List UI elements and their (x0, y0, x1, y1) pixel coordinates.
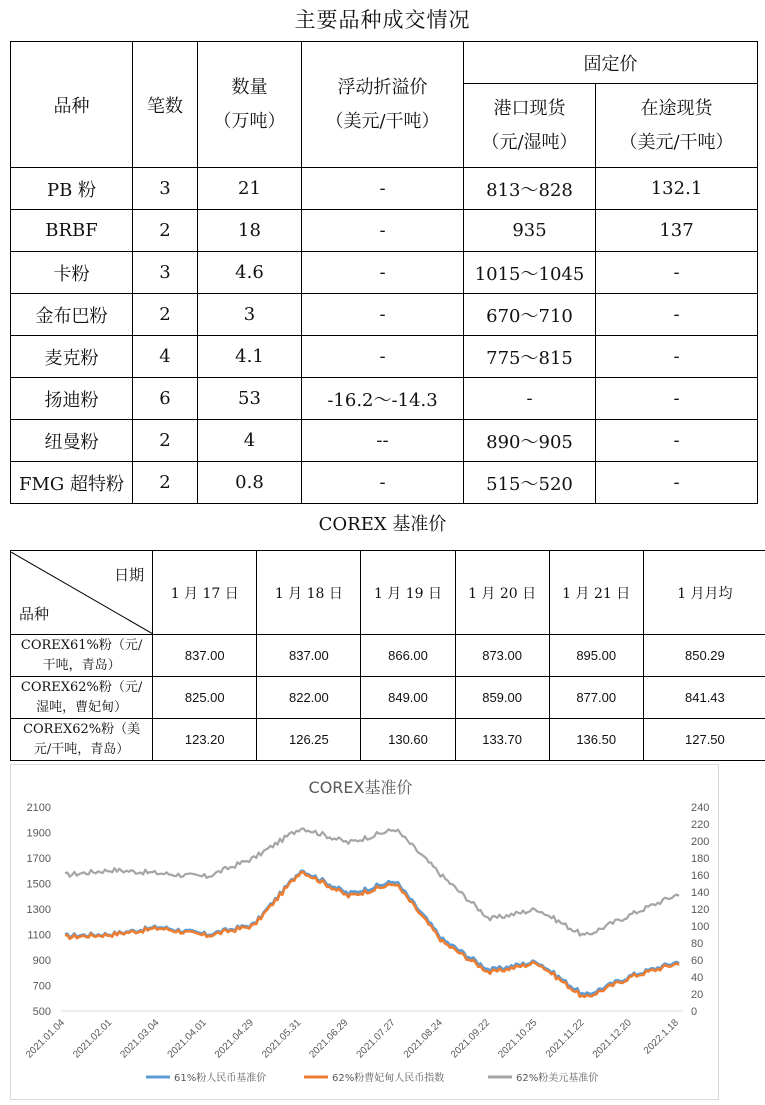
row-label: COREX62%粉（美 元/干吨，青岛） (11, 719, 153, 761)
y-left-tick-label: 2100 (26, 802, 51, 814)
table-row: 金布巴粉 2 3 - 670～710 - (11, 294, 758, 336)
y-left-tick-label: 1300 (26, 904, 51, 916)
y-right-tick-label: 180 (691, 853, 710, 865)
legend-label: 62%粉曹妃甸人民币指数 (332, 1073, 445, 1084)
header-variety: 品种 (11, 42, 133, 168)
x-tick-label: 2021.11.22 (544, 1017, 587, 1060)
chart-svg (11, 765, 718, 1099)
y-left-tick-label: 900 (32, 955, 51, 967)
date-header: 1 月月均 (643, 551, 765, 635)
y-right-tick-label: 200 (691, 836, 710, 848)
x-tick-label: 2021.03.04 (118, 1017, 162, 1061)
date-header: 1 月 20 日 (455, 551, 549, 635)
date-header: 1 月 19 日 (361, 551, 455, 635)
corex-chart (10, 764, 719, 1100)
series-line-2 (65, 872, 679, 997)
y-right-tick-label: 140 (691, 887, 710, 899)
y-left-tick-label: 500 (32, 1006, 51, 1018)
x-tick-label: 2021.01.04 (23, 1017, 68, 1061)
row-label: COREX61%粉（元/ 干吨，青岛） (11, 635, 153, 677)
y-left-tick-label: 700 (32, 980, 51, 993)
row-label: COREX62%粉（元/ 湿吨，曹妃甸） (11, 677, 153, 719)
y-right-tick-label: 160 (691, 870, 710, 882)
header-port-spot: 港口现货 （元/湿吨） (464, 84, 596, 168)
corner-variety-label: 品种 (19, 604, 50, 623)
table-row: 扬迪粉 6 53 -16.2～-14.3 - - (11, 378, 758, 420)
y-right-tick-label: 60 (691, 955, 704, 967)
x-tick-label: 2021.02.01 (71, 1017, 115, 1061)
table-row: 卡粉 3 4.6 - 1015～1045 - (11, 252, 758, 294)
header-quantity: 数量 （万吨） (198, 42, 302, 168)
header-count: 笔数 (133, 42, 198, 168)
y-right-tick-label: 80 (691, 938, 704, 950)
y-right-tick-label: 20 (691, 989, 704, 1001)
corner-date-label: 日期 (114, 565, 145, 584)
date-header: 1 月 17 日 (153, 551, 257, 635)
main-title: 主要品种成交情况 (294, 8, 471, 32)
y-right-tick-label: 120 (691, 904, 710, 916)
header-fixed-price: 固定价 (464, 42, 758, 84)
series-line-3 (65, 829, 679, 936)
x-tick-label: 2022.1.18 (641, 1017, 682, 1057)
y-right-tick-label: 100 (691, 921, 710, 933)
header-float-premium: 浮动折溢价 （美元/干吨） (302, 42, 464, 168)
x-tick-label: 2021.09.22 (449, 1017, 493, 1061)
legend-label: 61%粉人民币基准价 (174, 1073, 267, 1084)
table-row: 麦克粉 4 4.1 - 775～815 - (11, 336, 758, 378)
table-row: PB 粉 3 21 - 813～828 132.1 (11, 168, 758, 210)
x-tick-label: 2021.07.27 (354, 1017, 398, 1061)
x-tick-label: 2021.04.29 (212, 1017, 257, 1061)
y-left-tick-label: 1900 (26, 827, 51, 840)
date-header: 1 月 18 日 (257, 551, 361, 635)
corex-table-title: COREX 基准价 (318, 514, 447, 535)
y-left-tick-label: 1700 (26, 853, 51, 865)
x-tick-label: 2021.08.24 (401, 1017, 445, 1061)
y-left-tick-label: 1500 (26, 878, 51, 891)
legend-label: 62%粉美元基准价 (516, 1073, 599, 1084)
y-right-tick-label: 40 (691, 972, 704, 984)
y-right-tick-label: 220 (691, 819, 710, 831)
x-tick-label: 2021.04.01 (165, 1017, 209, 1061)
header-in-transit: 在途现货 （美元/干吨） (596, 84, 758, 168)
x-tick-label: 2021.06.29 (307, 1017, 351, 1061)
table-row: COREX62%粉（美 元/干吨，青岛） 123.20 126.25 130.60 133.70 136.50 127.50 (11, 719, 765, 761)
table-row: COREX61%粉（元/ 干吨，青岛） 837.00 837.00 866.00 873.00 895.00 850.29 (11, 635, 765, 677)
trade-summary-table (10, 41, 758, 504)
chart-title: COREX基准价 (308, 778, 413, 797)
x-tick-label: 2021.10.25 (496, 1017, 540, 1061)
x-tick-label: 2021.12.20 (590, 1017, 634, 1061)
corex-price-table (10, 550, 765, 761)
y-right-tick-label: 0 (691, 1006, 698, 1018)
diagonal-header (11, 551, 153, 635)
table-row: 纽曼粉 2 4 -- 890～905 - (11, 420, 758, 462)
y-right-tick-label: 240 (691, 802, 710, 814)
y-left-tick-label: 1100 (27, 929, 51, 942)
table-row: FMG 超特粉 2 0.8 - 515～520 - (11, 462, 758, 504)
x-tick-label: 2021.05.31 (260, 1017, 304, 1061)
table-row: BRBF 2 18 - 935 137 (11, 210, 758, 252)
table-row: COREX62%粉（元/ 湿吨，曹妃甸） 825.00 822.00 849.00 859.00 877.00 841.43 (11, 677, 765, 719)
date-header: 1 月 21 日 (549, 551, 643, 635)
